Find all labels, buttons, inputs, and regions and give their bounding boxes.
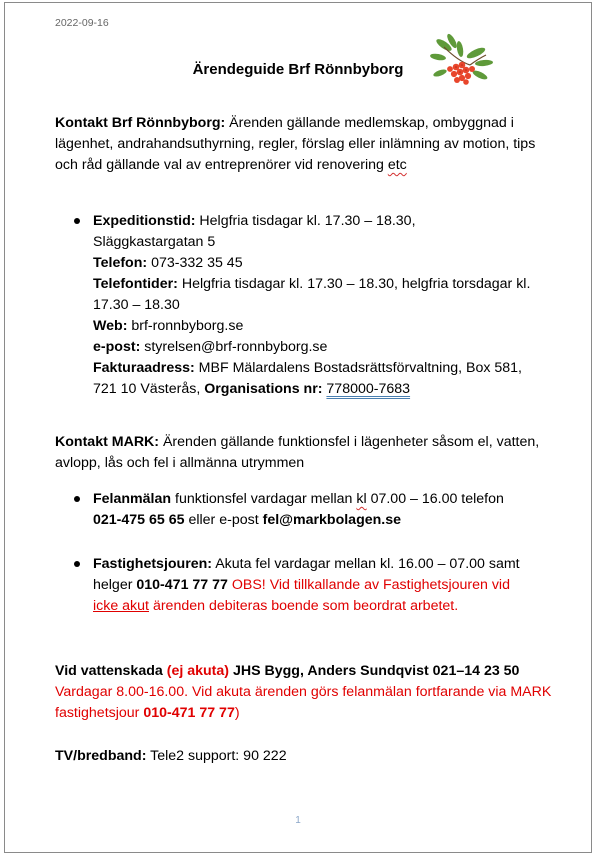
tv-paragraph — [55, 746, 555, 767]
telefon-line — [93, 253, 533, 274]
brf-contact-heading: Kontakt Brf Rönnbyborg: — [55, 115, 226, 131]
web-label: Web: — [93, 318, 128, 334]
felanmalan-label: Felanmälan — [93, 491, 172, 507]
bullet-icon — [74, 496, 80, 502]
felanmalan-or: eller e-post — [184, 512, 263, 528]
vattenskada-close: ) — [234, 705, 240, 721]
jour-warning: OBS! Vid tillkallande av Fastighetsjouren vid — [227, 577, 510, 593]
epost-link[interactable]: styrelsen@brf-ronnbyborg.se — [140, 339, 328, 355]
bullet-icon — [74, 561, 80, 567]
telefontider-value: Helgfria tisdagar kl. 17.30 – 18.30, helgfria torsdagar kl. 17.30 – 18.30 — [93, 276, 531, 313]
felanmalan-email[interactable]: fel@markbolagen.se — [262, 512, 402, 528]
vattenskada-text: Vardagar 8.00-16.00. Vid akuta ärenden görs felanmälan fortfarande via MARK fastighetsjour — [55, 684, 552, 721]
address-line: Släggkastargatan 5 — [93, 234, 216, 250]
mark-contact-text: Ärenden gällande funktionsfel i lägenheter såsom el, vatten, avlopp, lås och fel i allmänna utrymmen — [55, 434, 540, 471]
web-line — [93, 316, 533, 337]
jour-label: Fastighetsjouren: — [93, 556, 213, 572]
expeditionstid-label: Expeditionstid: — [93, 213, 196, 229]
mark-contact-heading: Kontakt MARK: — [55, 434, 160, 450]
jour-warning-end: ärenden debiteras boende som beordrat arbetet. — [149, 598, 459, 614]
jour-text: Akuta fel vardagar mellan kl. 16.00 – 07.00 samt helger — [93, 556, 520, 593]
mark-contact-paragraph — [55, 432, 555, 474]
page-number: 1 — [295, 815, 301, 826]
epost-line — [93, 337, 533, 358]
felanmalan-text: funktionsfel vardagar mellan — [171, 491, 357, 507]
bullet-icon — [74, 218, 80, 224]
vattenskada-label: Vid vattenskada — [55, 663, 167, 679]
telefon-label: Telefon: — [93, 255, 148, 271]
epost-label: e-post: — [93, 339, 141, 355]
telefontider-label: Telefontider: — [93, 276, 178, 292]
fastighetsjour-item — [93, 554, 533, 617]
brf-contact-details — [93, 211, 533, 400]
vattenskada-contact: JHS Bygg, Anders Sundqvist 021–14 23 50 — [229, 663, 520, 679]
vattenskada-phone[interactable]: 010-471 77 77 — [143, 705, 235, 721]
felanmalan-item — [93, 489, 533, 531]
expeditionstid-line — [93, 211, 533, 232]
brf-contact-paragraph — [55, 113, 555, 176]
kl-text: kl — [356, 491, 367, 507]
felanmalan-phone[interactable]: 021-475 65 65 — [93, 512, 185, 528]
faktura-line — [93, 358, 533, 400]
faktura-label: Fakturaadress: — [93, 360, 195, 376]
telefontider-line — [93, 274, 533, 316]
tv-label: TV/bredband: — [55, 748, 147, 764]
document-date: 2022-09-16 — [55, 17, 109, 29]
page-title: Ärendeguide Brf Rönnbyborg — [192, 61, 404, 78]
jour-warning-underlined: icke akut — [93, 598, 149, 614]
expeditionstid-value: Helgfria tisdagar kl. 17.30 – 18.30, — [195, 213, 416, 229]
faktura-value: MBF Mälardalens Bostadsrättsförvaltning, Box 581, 721 10 Västerås, — [93, 360, 522, 397]
web-link[interactable]: brf-ronnbyborg.se — [127, 318, 244, 334]
rowan-berry-branch-icon — [430, 33, 494, 97]
jour-phone[interactable]: 010-471 77 77 — [136, 577, 228, 593]
org-number: 778000-7683 — [326, 381, 411, 397]
felanmalan-hours: 07.00 – 16.00 telefon — [366, 491, 504, 507]
brf-contact-text: Ärenden gällande medlemskap, ombyggnad i lägenhet, andrahandsuthyrning, regler, förslag eller inlämning av motion, tips och råd gällande val av entreprenörer vid renovering — [55, 115, 536, 173]
telefon-value: 073-332 35 45 — [147, 255, 243, 271]
tv-value: Tele2 support: 90 222 — [146, 748, 287, 764]
org-label: Organisations nr: — [204, 381, 323, 397]
ej-akuta-label: (ej akuta) — [166, 663, 230, 679]
etc-text: etc — [387, 157, 407, 173]
vattenskada-paragraph — [55, 661, 555, 724]
